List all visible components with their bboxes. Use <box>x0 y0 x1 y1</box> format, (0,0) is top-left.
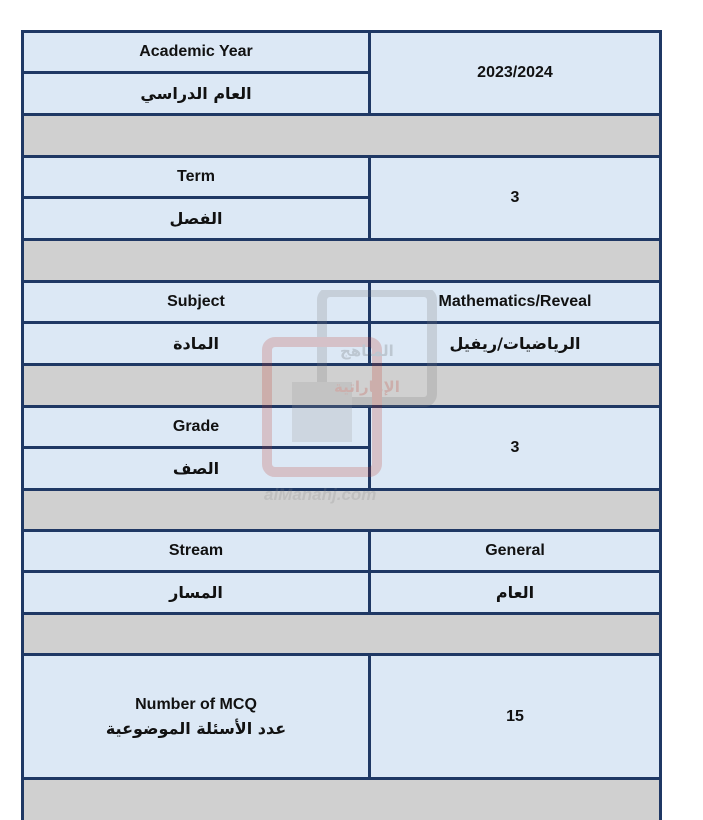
watermark-text-ar-1: المناهج <box>340 342 394 360</box>
mcq-value-text: 15 <box>506 707 524 725</box>
watermark-text-ar-2: الإماراتية <box>334 378 400 396</box>
subject-label-en <box>24 283 368 321</box>
stream-label-ar-text: المسار <box>169 583 223 602</box>
term-value <box>371 158 659 238</box>
academic-year-value <box>371 33 659 113</box>
watermark-text-en: alManahj.com <box>264 485 377 504</box>
grade-label-text: Grade <box>172 418 220 435</box>
grade-label-ar-text: الصف <box>172 459 220 478</box>
row-separator <box>24 366 659 405</box>
info-table <box>21 30 662 820</box>
stream-value-ar-text: العام <box>495 583 535 602</box>
stream-label-en <box>24 532 368 570</box>
subject-label-text: Subject <box>167 293 225 310</box>
subject-label-ar <box>24 324 368 363</box>
term-label-en <box>24 158 368 196</box>
row-separator <box>24 615 659 653</box>
stream-value-en <box>371 532 659 570</box>
subject-value-ar-text: الرياضيات/ريفيل <box>449 334 581 353</box>
academic-year-label-ar-text: العام الدراسي <box>140 84 252 103</box>
subject-value-ar <box>371 324 659 363</box>
subject-value-en-text: Mathematics/Reveal <box>438 293 592 310</box>
academic-year-label-text: Academic Year <box>139 43 253 60</box>
row-separator <box>24 780 659 820</box>
mcq-value <box>371 656 659 777</box>
row-separator <box>24 491 659 529</box>
stream-label-text: Stream <box>168 542 224 559</box>
subject-value-en <box>371 283 659 321</box>
academic-year-label-ar <box>24 74 368 113</box>
mcq-label-ar-text: عدد الأسئلة الموضوعية <box>105 718 287 738</box>
subject-label-ar-text: المادة <box>173 334 219 353</box>
stream-label-ar <box>24 573 368 612</box>
term-label-ar <box>24 199 368 238</box>
academic-year-label-en <box>24 33 368 71</box>
stream-value-ar <box>371 573 659 612</box>
mcq-label-en-text: Number of MCQ <box>135 695 257 713</box>
grade-value-text: 3 <box>510 439 520 456</box>
grade-label-en <box>24 408 368 446</box>
term-value-text: 3 <box>510 189 520 206</box>
grade-value <box>371 408 659 488</box>
term-label-text: Term <box>177 168 215 185</box>
mcq-label <box>24 656 368 777</box>
row-separator <box>24 241 659 280</box>
row-separator <box>24 116 659 155</box>
academic-year-value-text: 2023/2024 <box>477 64 553 81</box>
term-label-ar-text: الفصل <box>169 209 223 228</box>
grade-label-ar <box>24 449 368 488</box>
stream-value-en-text: General <box>485 542 545 559</box>
